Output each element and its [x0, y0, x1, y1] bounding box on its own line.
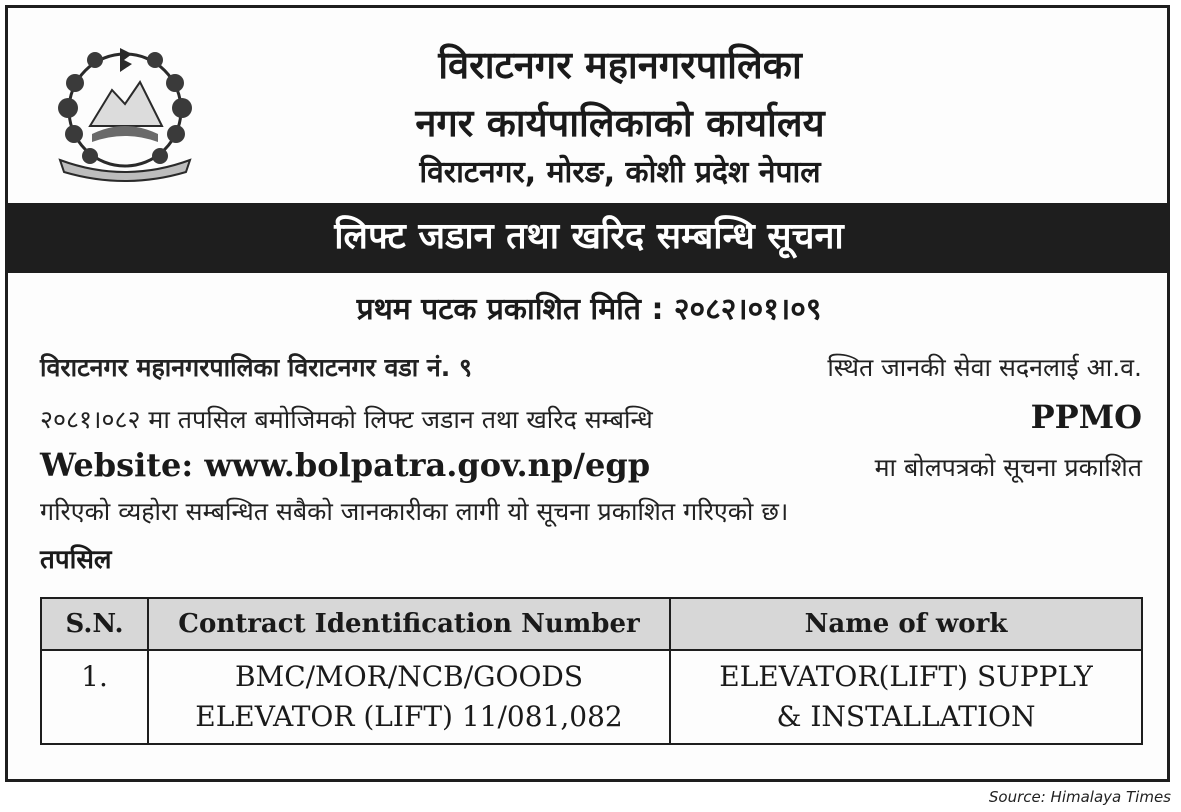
body-line-3 [40, 446, 1142, 484]
cell-sn [41, 650, 148, 744]
notice-title-banner [8, 203, 1170, 273]
body-line-3-text: मा बोलपत्रको सूचना प्रकाशित [874, 453, 1142, 482]
contract-id-line-1: BMC/MOR/NCB/GOODS [234, 660, 584, 693]
sn-value: 1. [81, 660, 108, 693]
work-name-line-2: & INSTALLATION [776, 700, 1036, 733]
municipality-name: विराटनगर महानगरपालिका [438, 43, 802, 87]
cell-work-name [670, 650, 1142, 744]
source-credit: Source: Himalaya Times [988, 788, 1171, 806]
website-link[interactable]: Website: www.bolpatra.gov.np/egp [40, 446, 651, 484]
header-contract-id: Contract Identification Number [148, 598, 670, 650]
body-line-2-text: २०८१।०८२ मा तपसिल बमोजिमको लिफ्ट जडान तथा खरिद सम्बन्धि [40, 405, 653, 434]
ward-reference: विराटनगर महानगरपालिका विराटनगर वडा नं. ९ [40, 353, 472, 382]
table-row [41, 650, 1142, 744]
body-line-1-rest: स्थित जानकी सेवा सदनलाई आ.व. [827, 353, 1142, 382]
contract-id-line-2: ELEVATOR (LIFT) 11/081,082 [195, 700, 623, 733]
details-label: तपसिल [40, 545, 112, 575]
notice-title: लिफ्ट जडान तथा खरिद सम्बन्धि सूचना [334, 216, 844, 257]
body-line-1 [40, 350, 1142, 384]
body-line-2 [40, 398, 1142, 436]
cell-contract-id [148, 650, 670, 744]
nepal-emblem-icon [40, 38, 210, 188]
office-name: नगर कार्यपालिकाको कार्यालय [415, 101, 825, 145]
header-sn: S.N. [41, 598, 148, 650]
contract-table [40, 597, 1143, 745]
office-address: विराटनगर, मोरङ, कोशी प्रदेश नेपाल [419, 155, 821, 190]
publication-date: प्रथम पटक प्रकाशित मिति : २०८२।०१।०९ [356, 292, 822, 327]
ppmo-label: PPMO [1030, 398, 1142, 436]
header-work-name: Name of work [670, 598, 1142, 650]
body-line-4 [40, 494, 1142, 528]
table-header-row [41, 598, 1142, 650]
work-name-line-1: ELEVATOR(LIFT) SUPPLY [719, 660, 1093, 693]
body-line-4-text: गरिएको व्यहोरा सम्बन्धित सबैको जानकारीका लागी यो सूचना प्रकाशित गरिएको छ। [40, 497, 789, 526]
